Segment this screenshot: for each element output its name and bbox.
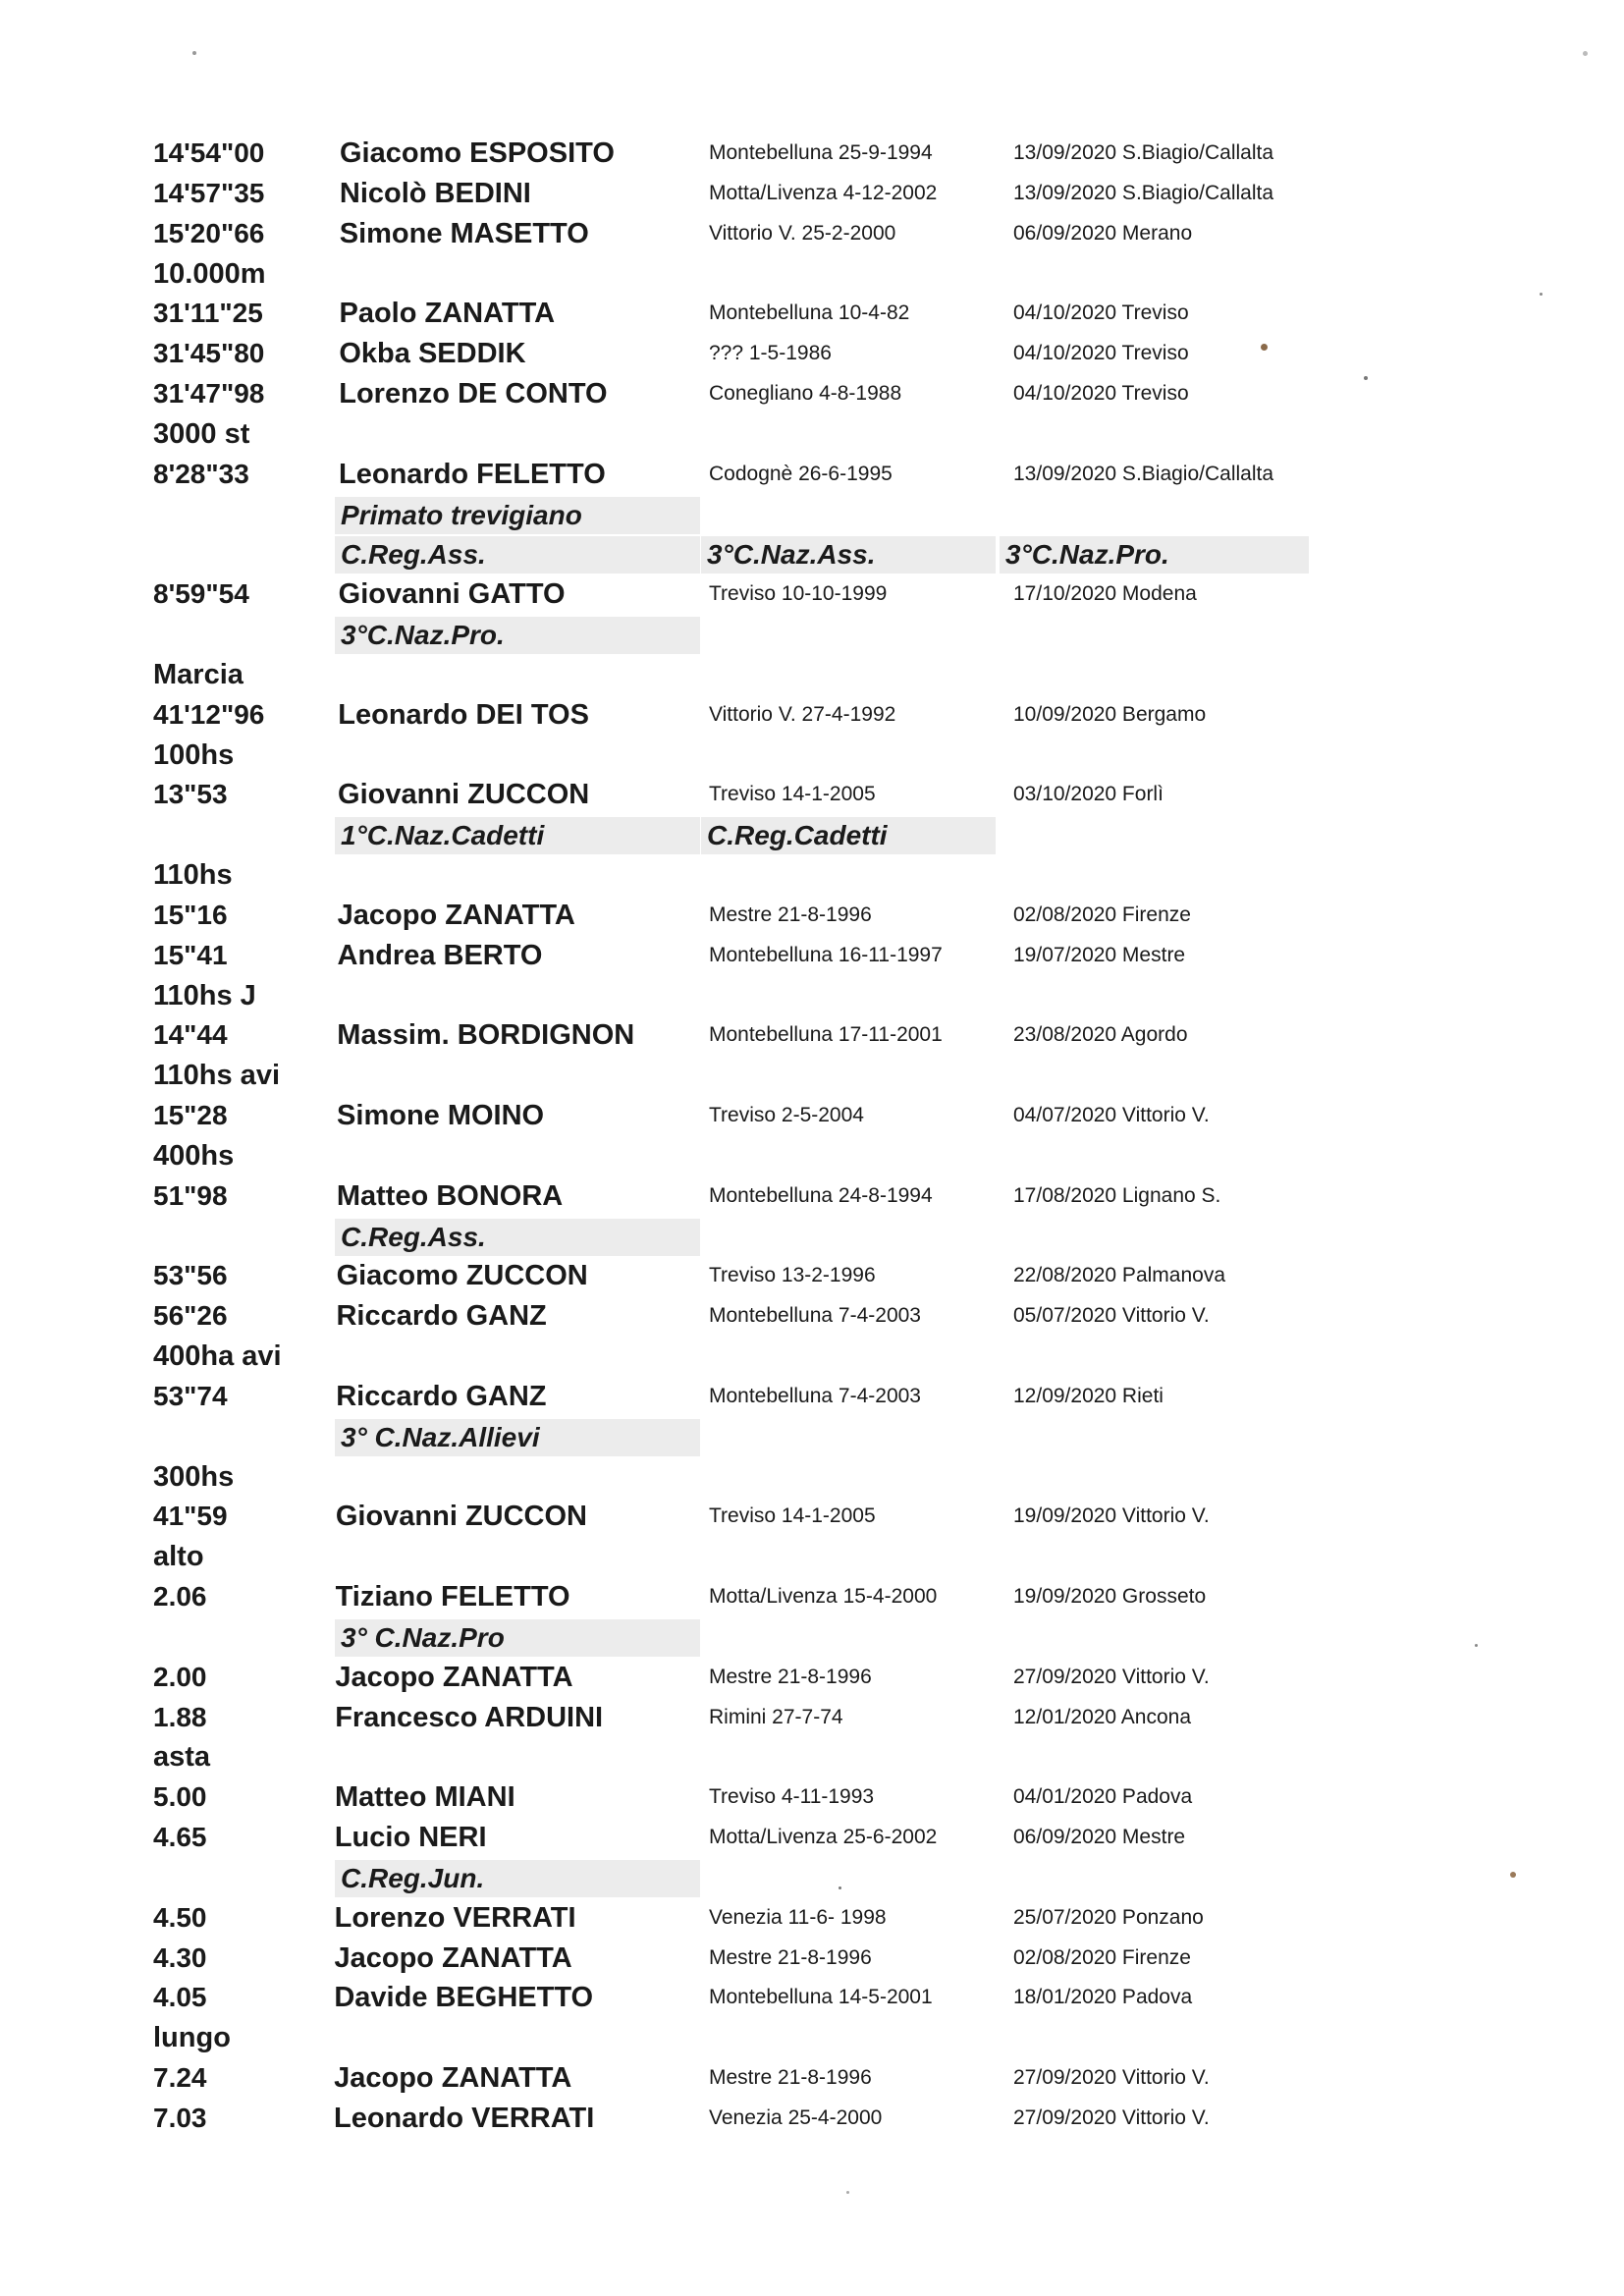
birth-place-date: Mestre 21-8-1996 bbox=[709, 1945, 872, 1969]
achievement-badge: 3° C.Naz.Allievi bbox=[335, 1419, 700, 1456]
athlete-name: Lorenzo DE CONTO bbox=[339, 378, 608, 410]
meet-date-venue: 04/10/2020 Treviso bbox=[1013, 301, 1189, 325]
athlete-name: Jacopo ZANATTA bbox=[335, 1661, 573, 1693]
performance-mark: 4.50 bbox=[153, 1901, 207, 1933]
performance-mark: 41"59 bbox=[153, 1501, 228, 1532]
meet-date-venue: 17/10/2020 Modena bbox=[1013, 582, 1197, 606]
scan-speck bbox=[846, 2191, 849, 2194]
meet-date-venue: 13/09/2020 S.Biagio/Callalta bbox=[1013, 181, 1274, 204]
performance-mark: 56"26 bbox=[153, 1300, 228, 1332]
birth-place-date: Vittorio V. 25-2-2000 bbox=[709, 221, 896, 245]
meet-date-venue: 02/08/2020 Firenze bbox=[1013, 902, 1191, 926]
athlete-name: Leonardo DEI TOS bbox=[338, 698, 589, 731]
event-heading: 110hs J bbox=[153, 979, 256, 1011]
section-heading-row bbox=[0, 1737, 1624, 1777]
scan-speck bbox=[839, 1886, 841, 1889]
result-row bbox=[0, 214, 1624, 253]
performance-mark: 4.05 bbox=[153, 1982, 207, 2013]
meet-date-venue: 05/07/2020 Vittorio V. bbox=[1013, 1304, 1210, 1328]
result-row bbox=[0, 374, 1624, 413]
result-row bbox=[0, 1015, 1624, 1055]
performance-mark: 2.06 bbox=[153, 1581, 207, 1613]
badge-row bbox=[0, 1858, 1624, 1897]
athlete-name: Okba SEDDIK bbox=[339, 338, 526, 370]
performance-mark: 5.00 bbox=[153, 1781, 207, 1813]
birth-place-date: Montebelluna 14-5-2001 bbox=[709, 1986, 933, 2009]
result-row bbox=[0, 936, 1624, 975]
result-row bbox=[0, 1898, 1624, 1938]
meet-date-venue: 27/09/2020 Vittorio V. bbox=[1013, 2066, 1210, 2090]
event-heading: asta bbox=[153, 1741, 211, 1774]
result-row bbox=[0, 1818, 1624, 1857]
performance-mark: 4.30 bbox=[153, 1941, 207, 1973]
athlete-name: Massim. BORDIGNON bbox=[337, 1019, 635, 1052]
meet-date-venue: 22/08/2020 Palmanova bbox=[1013, 1264, 1225, 1287]
event-heading: 400hs bbox=[153, 1139, 235, 1172]
meet-date-venue: 19/09/2020 Grosseto bbox=[1013, 1585, 1207, 1609]
performance-mark: 1.88 bbox=[153, 1701, 207, 1732]
athlete-name: Simone MASETTO bbox=[339, 217, 589, 249]
athlete-name: Paolo ZANATTA bbox=[339, 298, 556, 330]
achievement-badge: C.Reg.Jun. bbox=[335, 1860, 700, 1897]
athlete-name: Francesco ARDUINI bbox=[335, 1701, 604, 1733]
meet-date-venue: 06/09/2020 Mestre bbox=[1013, 1826, 1186, 1849]
result-row bbox=[0, 455, 1624, 494]
scan-speck bbox=[1475, 1644, 1478, 1647]
birth-place-date: Motta/Livenza 15-4-2000 bbox=[709, 1585, 938, 1609]
birth-place-date: Codognè 26-6-1995 bbox=[709, 462, 893, 485]
section-heading-row bbox=[0, 855, 1624, 895]
performance-mark: 7.24 bbox=[153, 2062, 207, 2094]
meet-date-venue: 04/10/2020 Treviso bbox=[1013, 342, 1189, 365]
event-heading: lungo bbox=[153, 2022, 231, 2054]
result-row bbox=[0, 1497, 1624, 1536]
athlete-name: Riccardo GANZ bbox=[336, 1380, 547, 1412]
result-row bbox=[0, 695, 1624, 735]
athlete-name: Matteo MIANI bbox=[334, 1781, 515, 1814]
performance-mark: 7.03 bbox=[153, 2102, 207, 2133]
birth-place-date: Vittorio V. 27-4-1992 bbox=[709, 702, 896, 726]
scan-speck bbox=[1364, 376, 1368, 380]
badge-row bbox=[0, 615, 1624, 654]
meet-date-venue: 25/07/2020 Ponzano bbox=[1013, 1905, 1204, 1929]
meet-date-venue: 19/09/2020 Vittorio V. bbox=[1013, 1504, 1210, 1528]
birth-place-date: Montebelluna 17-11-2001 bbox=[709, 1023, 943, 1047]
achievement-badge: 3° C.Naz.Pro bbox=[335, 1619, 700, 1657]
result-row bbox=[0, 294, 1624, 333]
scan-speck bbox=[1510, 1872, 1516, 1878]
birth-place-date: Montebelluna 24-8-1994 bbox=[709, 1183, 933, 1207]
result-row bbox=[0, 1096, 1624, 1135]
birth-place-date: Treviso 14-1-2005 bbox=[709, 1504, 876, 1528]
athlete-name: Leonardo VERRATI bbox=[334, 2102, 595, 2134]
event-heading: 10.000m bbox=[153, 257, 266, 290]
meet-date-venue: 12/01/2020 Ancona bbox=[1013, 1705, 1192, 1728]
birth-place-date: Montebelluna 10-4-82 bbox=[709, 301, 910, 325]
badge-row bbox=[0, 534, 1624, 574]
birth-place-date: Venezia 25-4-2000 bbox=[709, 2105, 883, 2129]
birth-place-date: ??? 1-5-1986 bbox=[709, 342, 832, 365]
birth-place-date: Motta/Livenza 4-12-2002 bbox=[709, 181, 938, 204]
meet-date-venue: 04/10/2020 Treviso bbox=[1013, 382, 1189, 405]
badge-row bbox=[0, 1417, 1624, 1456]
event-heading: 400ha avi bbox=[153, 1340, 282, 1373]
performance-mark: 15'20"66 bbox=[153, 217, 265, 248]
meet-date-venue: 23/08/2020 Agordo bbox=[1013, 1023, 1188, 1047]
section-heading-row bbox=[0, 976, 1624, 1015]
result-row bbox=[0, 775, 1624, 814]
performance-mark: 8'28"33 bbox=[153, 458, 249, 489]
birth-place-date: Treviso 10-10-1999 bbox=[709, 582, 888, 606]
performance-mark: 31'47"98 bbox=[153, 378, 265, 409]
meet-date-venue: 18/01/2020 Padova bbox=[1013, 1986, 1193, 2009]
badge-row bbox=[0, 1217, 1624, 1256]
scan-speck bbox=[1261, 344, 1268, 351]
birth-place-date: Montebelluna 7-4-2003 bbox=[709, 1384, 921, 1407]
birth-place-date: Treviso 14-1-2005 bbox=[709, 783, 876, 806]
meet-date-venue: 06/09/2020 Merano bbox=[1013, 221, 1193, 245]
birth-place-date: Montebelluna 25-9-1994 bbox=[709, 141, 933, 164]
meet-date-venue: 04/07/2020 Vittorio V. bbox=[1013, 1104, 1210, 1127]
section-heading-row bbox=[0, 1457, 1624, 1497]
section-heading-row bbox=[0, 736, 1624, 775]
birth-place-date: Rimini 27-7-74 bbox=[709, 1705, 843, 1728]
meet-date-venue: 13/09/2020 S.Biagio/Callalta bbox=[1013, 462, 1274, 485]
performance-mark: 41'12"96 bbox=[153, 698, 265, 730]
athlete-name: Nicolò BEDINI bbox=[339, 177, 531, 209]
achievement-badge: 1°C.Naz.Cadetti bbox=[335, 817, 700, 854]
result-row bbox=[0, 1777, 1624, 1817]
achievement-badge: C.Reg.Ass. bbox=[335, 1219, 700, 1256]
meet-date-venue: 13/09/2020 S.Biagio/Callalta bbox=[1013, 141, 1274, 164]
athlete-name: Riccardo GANZ bbox=[336, 1300, 547, 1333]
result-row bbox=[0, 334, 1624, 373]
result-row bbox=[0, 1256, 1624, 1295]
result-row bbox=[0, 1377, 1624, 1416]
badge-row bbox=[0, 1617, 1624, 1657]
birth-place-date: Venezia 11-6- 1998 bbox=[709, 1905, 887, 1929]
athlete-name: Jacopo ZANATTA bbox=[334, 2062, 572, 2095]
result-row bbox=[0, 2058, 1624, 2098]
result-row bbox=[0, 574, 1624, 614]
badge-row bbox=[0, 815, 1624, 854]
meet-date-venue: 27/09/2020 Vittorio V. bbox=[1013, 1665, 1210, 1688]
birth-place-date: Mestre 21-8-1996 bbox=[709, 902, 872, 926]
birth-place-date: Conegliano 4-8-1988 bbox=[709, 382, 902, 405]
performance-mark: 14"44 bbox=[153, 1019, 228, 1051]
athlete-name: Lucio NERI bbox=[334, 1822, 487, 1854]
event-heading: 100hs bbox=[153, 738, 235, 771]
result-row bbox=[0, 174, 1624, 213]
performance-mark: 51"98 bbox=[153, 1179, 228, 1211]
achievement-badge: C.Reg.Ass. bbox=[335, 536, 700, 574]
birth-place-date: Montebelluna 16-11-1997 bbox=[709, 943, 943, 966]
meet-date-venue: 04/01/2020 Padova bbox=[1013, 1785, 1193, 1809]
section-heading-row bbox=[0, 414, 1624, 454]
birth-place-date: Treviso 4-11-1993 bbox=[709, 1785, 875, 1809]
scan-speck bbox=[192, 51, 196, 55]
section-heading-row bbox=[0, 1337, 1624, 1376]
athlete-name: Simone MOINO bbox=[337, 1100, 545, 1132]
section-heading-row bbox=[0, 655, 1624, 694]
meet-date-venue: 12/09/2020 Rieti bbox=[1013, 1384, 1164, 1407]
achievement-badge: 3°C.Naz.Ass. bbox=[701, 536, 996, 574]
section-heading-row bbox=[0, 1136, 1624, 1175]
athlete-name: Tiziano FELETTO bbox=[335, 1581, 570, 1613]
birth-place-date: Mestre 21-8-1996 bbox=[709, 1665, 872, 1688]
result-row bbox=[0, 1658, 1624, 1697]
performance-mark: 31'45"80 bbox=[153, 338, 265, 369]
meet-date-venue: 02/08/2020 Firenze bbox=[1013, 1945, 1191, 1969]
performance-mark: 15"28 bbox=[153, 1100, 228, 1131]
meet-date-venue: 17/08/2020 Lignano S. bbox=[1013, 1183, 1221, 1207]
section-heading-row bbox=[0, 1056, 1624, 1095]
event-heading: alto bbox=[153, 1541, 204, 1573]
event-heading: 110hs avi bbox=[153, 1060, 280, 1092]
birth-place-date: Treviso 13-2-1996 bbox=[709, 1264, 876, 1287]
achievement-badge: 3°C.Naz.Pro. bbox=[335, 617, 700, 654]
performance-mark: 53"56 bbox=[153, 1260, 228, 1291]
result-row bbox=[0, 1176, 1624, 1216]
result-row bbox=[0, 134, 1624, 173]
result-row bbox=[0, 1577, 1624, 1616]
result-row bbox=[0, 2099, 1624, 2138]
achievement-badge: C.Reg.Cadetti bbox=[701, 817, 996, 854]
athlete-name: Giovanni ZUCCON bbox=[335, 1501, 587, 1533]
athlete-name: Matteo BONORA bbox=[336, 1179, 564, 1212]
meet-date-venue: 27/09/2020 Vittorio V. bbox=[1013, 2105, 1210, 2129]
performance-mark: 15"16 bbox=[153, 899, 228, 930]
result-row bbox=[0, 896, 1624, 935]
performance-mark: 31'11"25 bbox=[153, 298, 263, 329]
athlete-name: Giovanni GATTO bbox=[338, 578, 566, 611]
birth-place-date: Treviso 2-5-2004 bbox=[709, 1104, 864, 1127]
athlete-name: Giovanni ZUCCON bbox=[338, 779, 590, 811]
performance-mark: 2.00 bbox=[153, 1661, 207, 1692]
achievement-badge: 3°C.Naz.Pro. bbox=[1000, 536, 1309, 574]
result-row bbox=[0, 1978, 1624, 2017]
athlete-name: Giacomo ESPOSITO bbox=[340, 137, 615, 169]
performance-mark: 15"41 bbox=[153, 939, 228, 970]
section-heading-row bbox=[0, 1537, 1624, 1576]
performance-mark: 8'59"54 bbox=[153, 578, 249, 610]
result-row bbox=[0, 1698, 1624, 1737]
performance-mark: 14'54"00 bbox=[153, 137, 265, 168]
scan-speck bbox=[1540, 293, 1543, 296]
event-heading: 110hs bbox=[153, 859, 233, 892]
event-heading: 3000 st bbox=[153, 417, 250, 450]
birth-place-date: Montebelluna 7-4-2003 bbox=[709, 1304, 921, 1328]
meet-date-venue: 03/10/2020 Forlì bbox=[1013, 783, 1164, 806]
birth-place-date: Mestre 21-8-1996 bbox=[709, 2066, 872, 2090]
athlete-name: Lorenzo VERRATI bbox=[334, 1901, 576, 1934]
meet-date-venue: 19/07/2020 Mestre bbox=[1013, 943, 1186, 966]
event-heading: 300hs bbox=[153, 1460, 235, 1493]
performance-mark: 14'57"35 bbox=[153, 177, 265, 208]
result-row bbox=[0, 1296, 1624, 1336]
athlete-name: Leonardo FELETTO bbox=[339, 458, 606, 490]
performance-mark: 4.65 bbox=[153, 1822, 207, 1853]
section-heading-row bbox=[0, 254, 1624, 294]
achievement-badge: Primato trevigiano bbox=[335, 497, 700, 534]
athlete-name: Jacopo ZANATTA bbox=[337, 899, 575, 931]
result-row bbox=[0, 1939, 1624, 1978]
event-heading: Marcia bbox=[153, 658, 244, 690]
athlete-name: Andrea BERTO bbox=[337, 939, 543, 971]
badge-row bbox=[0, 495, 1624, 534]
athlete-name: Jacopo ZANATTA bbox=[334, 1941, 572, 1974]
section-heading-row bbox=[0, 2018, 1624, 2057]
athlete-name: Davide BEGHETTO bbox=[334, 1982, 594, 2014]
meet-date-venue: 10/09/2020 Bergamo bbox=[1013, 702, 1207, 726]
scan-speck bbox=[1583, 51, 1588, 56]
performance-mark: 53"74 bbox=[153, 1380, 228, 1411]
birth-place-date: Motta/Livenza 25-6-2002 bbox=[709, 1826, 938, 1849]
athlete-name: Giacomo ZUCCON bbox=[336, 1260, 588, 1292]
performance-mark: 13"53 bbox=[153, 779, 228, 810]
